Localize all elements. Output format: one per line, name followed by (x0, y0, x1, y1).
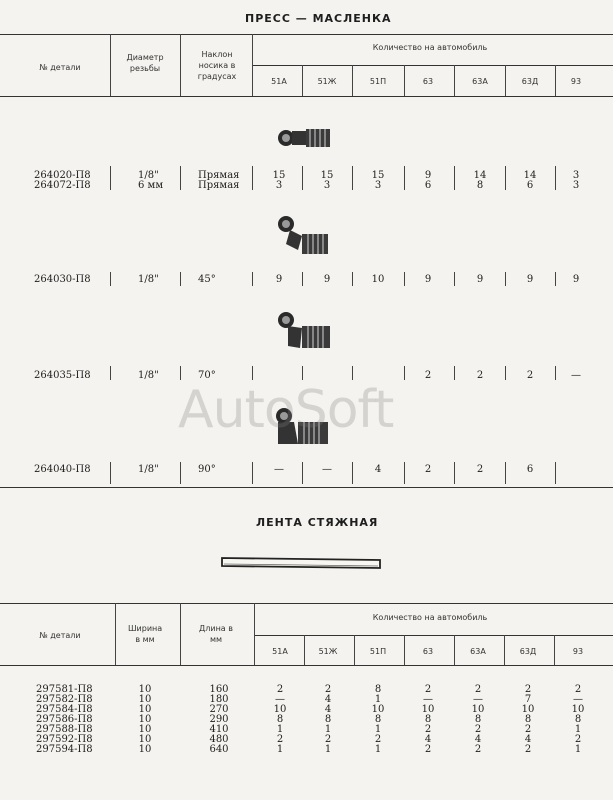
press-fitting-straight-image (272, 118, 342, 158)
qty-cell: 9 (572, 274, 580, 285)
qty-cell: 3 (275, 180, 283, 191)
press-fitting-45-image (272, 212, 342, 260)
qty-cell: 2 (276, 734, 284, 745)
part-number: 297588-П8 (36, 724, 93, 735)
band-length: 180 (209, 694, 229, 705)
column-rule (352, 272, 353, 286)
column-rule (404, 65, 405, 96)
table1-bottom-rule (0, 487, 613, 488)
part-number: 297586-П8 (36, 714, 93, 725)
band-length: 270 (209, 704, 229, 715)
column-rule (352, 462, 353, 484)
band-width: 10 (138, 704, 152, 715)
model-header: 93 (572, 647, 584, 656)
qty-cell: 10 (371, 274, 385, 285)
band-length: 480 (209, 734, 229, 745)
column-rule (454, 635, 455, 665)
qty-cell: 1 (276, 724, 284, 735)
qty-cell: 4 (474, 734, 482, 745)
column-rule (454, 462, 455, 484)
column-rule (354, 635, 355, 665)
nozzle-angle: 70° (198, 370, 216, 381)
qty-cell: 3 (572, 180, 580, 191)
qty-cell: 2 (424, 744, 432, 755)
band-length: 160 (209, 684, 229, 695)
column-rule (302, 462, 303, 484)
qty-cell: 8 (324, 714, 332, 725)
column-rule (454, 366, 455, 380)
column-rule (505, 462, 506, 484)
column-rule (555, 366, 556, 380)
qty-cell: 1 (374, 744, 382, 755)
table1-header-rule (0, 96, 613, 97)
qty-cell: 8 (476, 180, 484, 191)
column-rule (404, 366, 405, 380)
model-header: 51Ж (317, 77, 337, 86)
qty-cell: 4 (424, 734, 432, 745)
qty-cell: 2 (524, 724, 532, 735)
band-width: 10 (138, 684, 152, 695)
column-rule (352, 65, 353, 96)
column-rule (554, 635, 555, 665)
qty-cell: 2 (526, 370, 534, 381)
part-number: 297582-П8 (36, 694, 93, 705)
band-length: 640 (209, 744, 229, 755)
band-length: 290 (209, 714, 229, 725)
qty-cell: — (322, 464, 332, 475)
column-rule (555, 166, 556, 190)
column-rule (404, 272, 405, 286)
qty-cell: — (473, 694, 483, 705)
qty-cell: 10 (471, 704, 485, 715)
qty-cell: 2 (424, 684, 432, 695)
qty-cell: — (571, 370, 581, 381)
qty-cell: 4 (324, 694, 332, 705)
qty-cell: 15 (320, 170, 334, 181)
model-header: 63А (472, 77, 488, 86)
column-rule (352, 366, 353, 380)
column-rule (110, 366, 111, 380)
qty-cell: 8 (374, 684, 382, 695)
column-rule (454, 65, 455, 96)
column-rule (404, 635, 405, 665)
column-rule (555, 462, 556, 484)
qty-cell: 8 (424, 714, 432, 725)
qty-cell: — (573, 694, 583, 705)
model-header: 51П (369, 77, 387, 86)
column-rule (352, 166, 353, 190)
part-number: 264030-П8 (34, 274, 91, 285)
band-width: 10 (138, 714, 152, 725)
qty-cell: 14 (473, 170, 487, 181)
qty-cell: 2 (476, 370, 484, 381)
column-rule (555, 272, 556, 286)
column-rule (454, 166, 455, 190)
column-rule (180, 166, 181, 190)
qty-cell: 4 (524, 734, 532, 745)
model-header: 51А (271, 77, 287, 86)
column-rule (180, 34, 181, 96)
thread-diameter: 1/8" (138, 370, 159, 381)
qty-cell: 2 (574, 684, 582, 695)
model-header: 63 (422, 647, 434, 656)
qty-cell: — (275, 694, 285, 705)
qty-cell: 9 (476, 274, 484, 285)
column-rule (555, 65, 556, 96)
column-rule (302, 272, 303, 286)
qty-cell: 1 (374, 694, 382, 705)
model-header: 63 (422, 77, 434, 86)
model-header: 51П (369, 647, 387, 656)
part-number: 264020-П8 (34, 170, 91, 181)
qty-cell: 2 (524, 744, 532, 755)
qty-cell: 2 (474, 684, 482, 695)
qty-cell: 9 (424, 170, 432, 181)
qty-cell: 10 (273, 704, 287, 715)
qty-cell: 10 (521, 704, 535, 715)
column-rule (404, 462, 405, 484)
qty-cell: 6 (424, 180, 432, 191)
qty-cell: 4 (374, 464, 382, 475)
column-rule (505, 272, 506, 286)
t1-header-angle: Наклон носика в градусах (197, 50, 237, 81)
column-rule (504, 635, 505, 665)
qty-cell: 3 (323, 180, 331, 191)
t2-header-qty: Количество на автомобиль (372, 613, 488, 622)
qty-cell: 1 (324, 724, 332, 735)
qty-cell: — (423, 694, 433, 705)
column-rule (110, 34, 111, 96)
t1-header-diameter: Диаметр резьбы (126, 53, 164, 73)
t1-header-qty: Количество на автомобиль (372, 43, 488, 52)
qty-cell: 2 (524, 684, 532, 695)
qty-cell: 3 (374, 180, 382, 191)
nozzle-angle: Прямая (198, 170, 240, 181)
table2-top-rule (0, 603, 613, 604)
section2-title: ЛЕНТА СТЯЖНАЯ (256, 516, 379, 529)
band-length: 410 (209, 724, 229, 735)
qty-cell: 1 (324, 744, 332, 755)
column-rule (252, 272, 253, 286)
band-width: 10 (138, 724, 152, 735)
qty-cell: 10 (371, 704, 385, 715)
column-rule (110, 272, 111, 286)
column-rule (454, 272, 455, 286)
column-rule (180, 272, 181, 286)
column-rule (180, 603, 181, 665)
column-rule (302, 366, 303, 380)
part-number: 297594-П8 (36, 744, 93, 755)
qty-cell: 10 (571, 704, 585, 715)
nozzle-angle: 90° (198, 464, 216, 475)
t2-header-length: Длина в мм (199, 624, 233, 644)
column-rule (505, 366, 506, 380)
qty-cell: 2 (324, 684, 332, 695)
model-header: 63Д (519, 647, 537, 656)
press-fitting-70-image (272, 308, 342, 354)
qty-cell: 9 (424, 274, 432, 285)
column-rule (252, 366, 253, 380)
model-header: 63Д (521, 77, 539, 86)
column-rule (505, 65, 506, 96)
nozzle-angle: Прямая (198, 180, 240, 191)
part-number: 297584-П8 (36, 704, 93, 715)
qty-cell: — (274, 464, 284, 475)
part-number: 297581-П8 (36, 684, 93, 695)
band-width: 10 (138, 734, 152, 745)
qty-cell: 2 (474, 724, 482, 735)
qty-cell: 2 (374, 734, 382, 745)
section1-title: ПРЕСС — МАСЛЕНКА (245, 12, 392, 25)
qty-cell: 2 (324, 734, 332, 745)
qty-cell: 8 (524, 714, 532, 725)
thread-diameter: 1/8" (138, 464, 159, 475)
table2-header-rule (0, 665, 613, 666)
qty-cell: 2 (424, 724, 432, 735)
column-rule (252, 34, 253, 96)
thread-diameter: 6 мм (138, 180, 164, 191)
t1-header-part: № детали (39, 63, 81, 72)
qty-cell: 1 (574, 744, 582, 755)
qty-cell: 8 (374, 714, 382, 725)
qty-cell: 9 (275, 274, 283, 285)
qty-cell: 6 (526, 464, 534, 475)
column-rule (180, 366, 181, 380)
column-rule (302, 65, 303, 96)
part-number: 297592-П8 (36, 734, 93, 745)
qty-cell: 2 (424, 370, 432, 381)
column-rule (304, 635, 305, 665)
qty-cell: 2 (476, 464, 484, 475)
watermark-text: AutoSoft (178, 380, 394, 440)
part-number: 264040-П8 (34, 464, 91, 475)
qty-cell: 8 (474, 714, 482, 725)
column-rule (404, 166, 405, 190)
part-number: 264035-П8 (34, 370, 91, 381)
qty-cell: 2 (424, 464, 432, 475)
qty-cell: 10 (421, 704, 435, 715)
qty-cell: 1 (574, 724, 582, 735)
band-width: 10 (138, 694, 152, 705)
column-rule (252, 462, 253, 484)
qty-cell: 3 (572, 170, 580, 181)
qty-cell: 15 (272, 170, 286, 181)
nozzle-angle: 45° (198, 274, 216, 285)
tension-band-image (220, 554, 384, 572)
qty-cell: 8 (574, 714, 582, 725)
qty-cell: 7 (524, 694, 532, 705)
column-rule (180, 462, 181, 484)
column-rule (505, 166, 506, 190)
table1-top-rule (0, 34, 613, 35)
qty-cell: 9 (526, 274, 534, 285)
column-rule (115, 603, 116, 665)
model-header: 93 (570, 77, 582, 86)
table2-qty-rule (254, 635, 613, 636)
t2-header-width: Ширина в мм (128, 624, 163, 644)
qty-cell: 6 (526, 180, 534, 191)
thread-diameter: 1/8" (138, 274, 159, 285)
column-rule (302, 166, 303, 190)
model-header: 51Ж (318, 647, 338, 656)
qty-cell: 2 (574, 734, 582, 745)
band-width: 10 (138, 744, 152, 755)
thread-diameter: 1/8" (138, 170, 159, 181)
column-rule (110, 462, 111, 484)
qty-cell: 2 (474, 744, 482, 755)
table1-qty-rule (252, 65, 613, 66)
qty-cell: 1 (276, 744, 284, 755)
model-header: 51А (272, 647, 288, 656)
part-number: 264072-П8 (34, 180, 91, 191)
qty-cell: 9 (323, 274, 331, 285)
qty-cell: 15 (371, 170, 385, 181)
qty-cell: 2 (276, 684, 284, 695)
qty-cell: 1 (374, 724, 382, 735)
column-rule (252, 166, 253, 190)
t2-header-part: № детали (39, 631, 81, 640)
qty-cell: 8 (276, 714, 284, 725)
qty-cell: 4 (324, 704, 332, 715)
column-rule (254, 603, 255, 665)
column-rule (110, 166, 111, 190)
qty-cell: 14 (523, 170, 537, 181)
model-header: 63А (470, 647, 486, 656)
